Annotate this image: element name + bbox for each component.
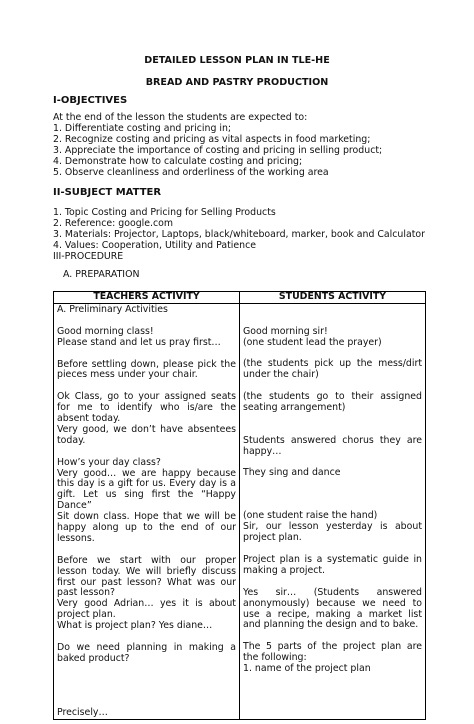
procedure-heading: III-PROCEDURE	[53, 250, 124, 262]
student-line: Good morning sir!	[243, 325, 328, 337]
teacher-line: A. Preliminary Activities	[57, 304, 168, 315]
preparation-heading: A. PREPARATION	[63, 269, 140, 280]
student-line: (the students go to their assigned seating arrangement)	[243, 391, 422, 414]
subject-item: 2. Reference: google.com	[53, 217, 174, 229]
teacher-line: Precisely…	[57, 706, 108, 718]
teacher-line: Before we start with our proper lesson today. We will briefly discuss first our past lesson? What was our past lesson?	[57, 554, 236, 599]
objectives-heading: I-OBJECTIVES	[53, 95, 128, 106]
teacher-line: Please stand and let us pray first…	[57, 336, 221, 348]
student-line: Project plan is a systematic guide in making a project.	[243, 554, 422, 576]
page-subtitle: BREAD AND PASTRY PRODUCTION	[145, 77, 329, 88]
teacher-activity-cell	[54, 304, 240, 720]
student-line: Students answered chorus they are happy…	[243, 434, 422, 457]
teacher-line: Very good Adrian… yes it is about project plan.	[57, 598, 236, 621]
teacher-line: Ok Class, go to your assigned seats for me to identify who is/are the absent today.	[57, 391, 236, 425]
student-line: (the students pick up the mess/dirt under the chair)	[243, 358, 422, 381]
teacher-column-header: TEACHERS ACTIVITY	[54, 292, 240, 304]
teacher-line: Before settling down, please pick the pieces mess under your chair.	[57, 358, 236, 381]
teacher-line: Very good, we don’t have absentees today.	[57, 423, 236, 446]
objectives-list	[53, 124, 433, 179]
objective-item: 4. Demonstrate how to calculate costing and pricing;	[53, 155, 303, 167]
student-line: Sir, our lesson yesterday is about project plan.	[243, 521, 422, 544]
student-line: (one student raise the hand)	[243, 510, 378, 522]
teacher-line: Very good… we are happy because this day is a gift for us. Every day is a gift. Let us sing first the “Happy Dance”	[57, 467, 236, 512]
objective-item: 2. Recognize costing and pricing as vital aspects in food marketing;	[53, 133, 371, 145]
teacher-line: What is project plan? Yes diane…	[57, 620, 213, 632]
student-line: The 5 parts of the project plan are the following:	[243, 641, 422, 664]
activity-table	[53, 291, 426, 720]
student-line: They sing and dance	[243, 467, 341, 479]
student-activity-cell	[240, 304, 426, 720]
student-column-header: STUDENTS ACTIVITY	[240, 292, 426, 304]
objective-item: 3. Appreciate the importance of costing and pricing in selling product;	[53, 144, 383, 156]
subject-heading: II-SUBJECT MATTER	[53, 187, 162, 198]
page-title: DETAILED LESSON PLAN IN TLE-HE	[144, 55, 330, 66]
subject-list	[53, 208, 433, 263]
objectives-intro: At the end of the lesson the students are expected to:	[53, 112, 308, 123]
student-line: (one student lead the prayer)	[243, 336, 382, 348]
student-line: 1. name of the project plan	[243, 663, 371, 675]
subject-item: 1. Topic Costing and Pricing for Selling Products	[53, 207, 276, 218]
teacher-line: Sit down class. Hope that we will be happy along up to the end of our lessons.	[57, 511, 236, 544]
objective-item: 1. Differentiate costing and pricing in;	[53, 123, 232, 134]
student-line: Yes sir… (Students answered anonymously) because we need to use a recipe, making a market list and planning the design and to bake.	[243, 586, 422, 631]
teacher-line: How’s your day class?	[57, 456, 161, 468]
subject-item: 3. Materials: Projector, Laptops, black/whiteboard, marker, book and Calculator	[53, 228, 425, 240]
objective-item: 5. Observe cleanliness and orderliness of the working area	[53, 166, 329, 178]
teacher-line: Good morning class!	[57, 325, 154, 337]
subject-item: 4. Values: Cooperation, Utility and Patience	[53, 239, 257, 251]
teacher-line: Do we need planning in making a baked product?	[57, 642, 236, 664]
